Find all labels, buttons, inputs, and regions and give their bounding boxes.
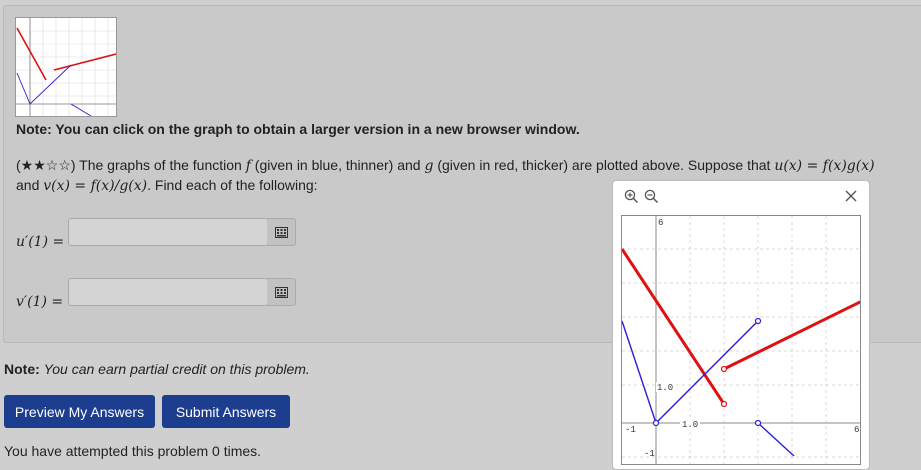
g-open-endpoint xyxy=(722,367,727,372)
equation-editor-button[interactable] xyxy=(267,218,296,246)
submit-answers-button[interactable]: Submit Answers xyxy=(162,395,290,428)
answer-label-u: u′(1) = xyxy=(16,234,65,250)
question-text: (given in red, thicker) are plotted above. Suppose that xyxy=(433,157,775,173)
thumbnail-graph xyxy=(16,18,116,116)
attempts-text: You have attempted this problem 0 times. xyxy=(4,443,262,459)
question-text: (given in blue, thinner) and xyxy=(250,157,425,173)
f-segment-2 xyxy=(656,321,758,423)
partial-credit-note xyxy=(4,361,310,377)
preview-answers-button[interactable]: Preview My Answers xyxy=(4,395,155,428)
function-graph xyxy=(622,216,861,465)
f-symbol: f xyxy=(245,158,251,174)
axis-label-right: 6 xyxy=(854,425,860,435)
g-segment-1 xyxy=(622,249,724,404)
answer-input-u[interactable] xyxy=(68,218,268,246)
zoom-in-icon xyxy=(624,189,639,204)
g-open-endpoint xyxy=(722,402,727,407)
v-definition: v(x) = f(x)/g(x) xyxy=(43,178,148,194)
graph-popup xyxy=(612,180,870,470)
zoom-out-button[interactable] xyxy=(642,187,660,205)
note-click-graph: Note: You can click on the graph to obtain a larger version in a new browser window. xyxy=(16,121,580,137)
note-text: You can earn partial credit on this problem. xyxy=(43,361,310,377)
f-open-endpoint xyxy=(756,421,761,426)
zoom-out-icon xyxy=(644,189,659,204)
keyboard-icon xyxy=(275,227,288,238)
f-open-endpoint xyxy=(654,421,659,426)
axis-label-left: -1 xyxy=(625,425,636,435)
f-open-endpoint xyxy=(756,319,761,324)
question-text: and xyxy=(16,177,44,193)
axis-label-top: 6 xyxy=(658,218,664,228)
f-segment-3 xyxy=(758,423,794,456)
f-segment-1 xyxy=(622,321,656,423)
u-definition: u(x) = f(x)g(x) xyxy=(774,158,875,174)
answer-input-v[interactable] xyxy=(68,278,268,306)
note-label: Note: xyxy=(4,361,40,377)
graph-thumbnail[interactable] xyxy=(15,17,117,117)
question-text: The graphs of the function xyxy=(75,157,246,173)
equation-editor-button[interactable] xyxy=(267,278,296,306)
question-text: . Find each of the following: xyxy=(147,177,318,193)
zoom-in-button[interactable] xyxy=(622,187,640,205)
keyboard-icon xyxy=(275,287,288,298)
enlarged-graph xyxy=(621,215,861,465)
y-tick-label: 1.0 xyxy=(657,383,674,393)
axis-label-bottom: -1 xyxy=(644,449,655,459)
difficulty-stars: (★★☆☆) xyxy=(16,157,76,173)
g-symbol: g xyxy=(424,158,434,174)
x-tick-label: 1.0 xyxy=(682,420,699,430)
close-popup-button[interactable] xyxy=(842,187,860,205)
close-icon xyxy=(844,189,858,203)
answer-label-v: v′(1) = xyxy=(16,294,64,310)
